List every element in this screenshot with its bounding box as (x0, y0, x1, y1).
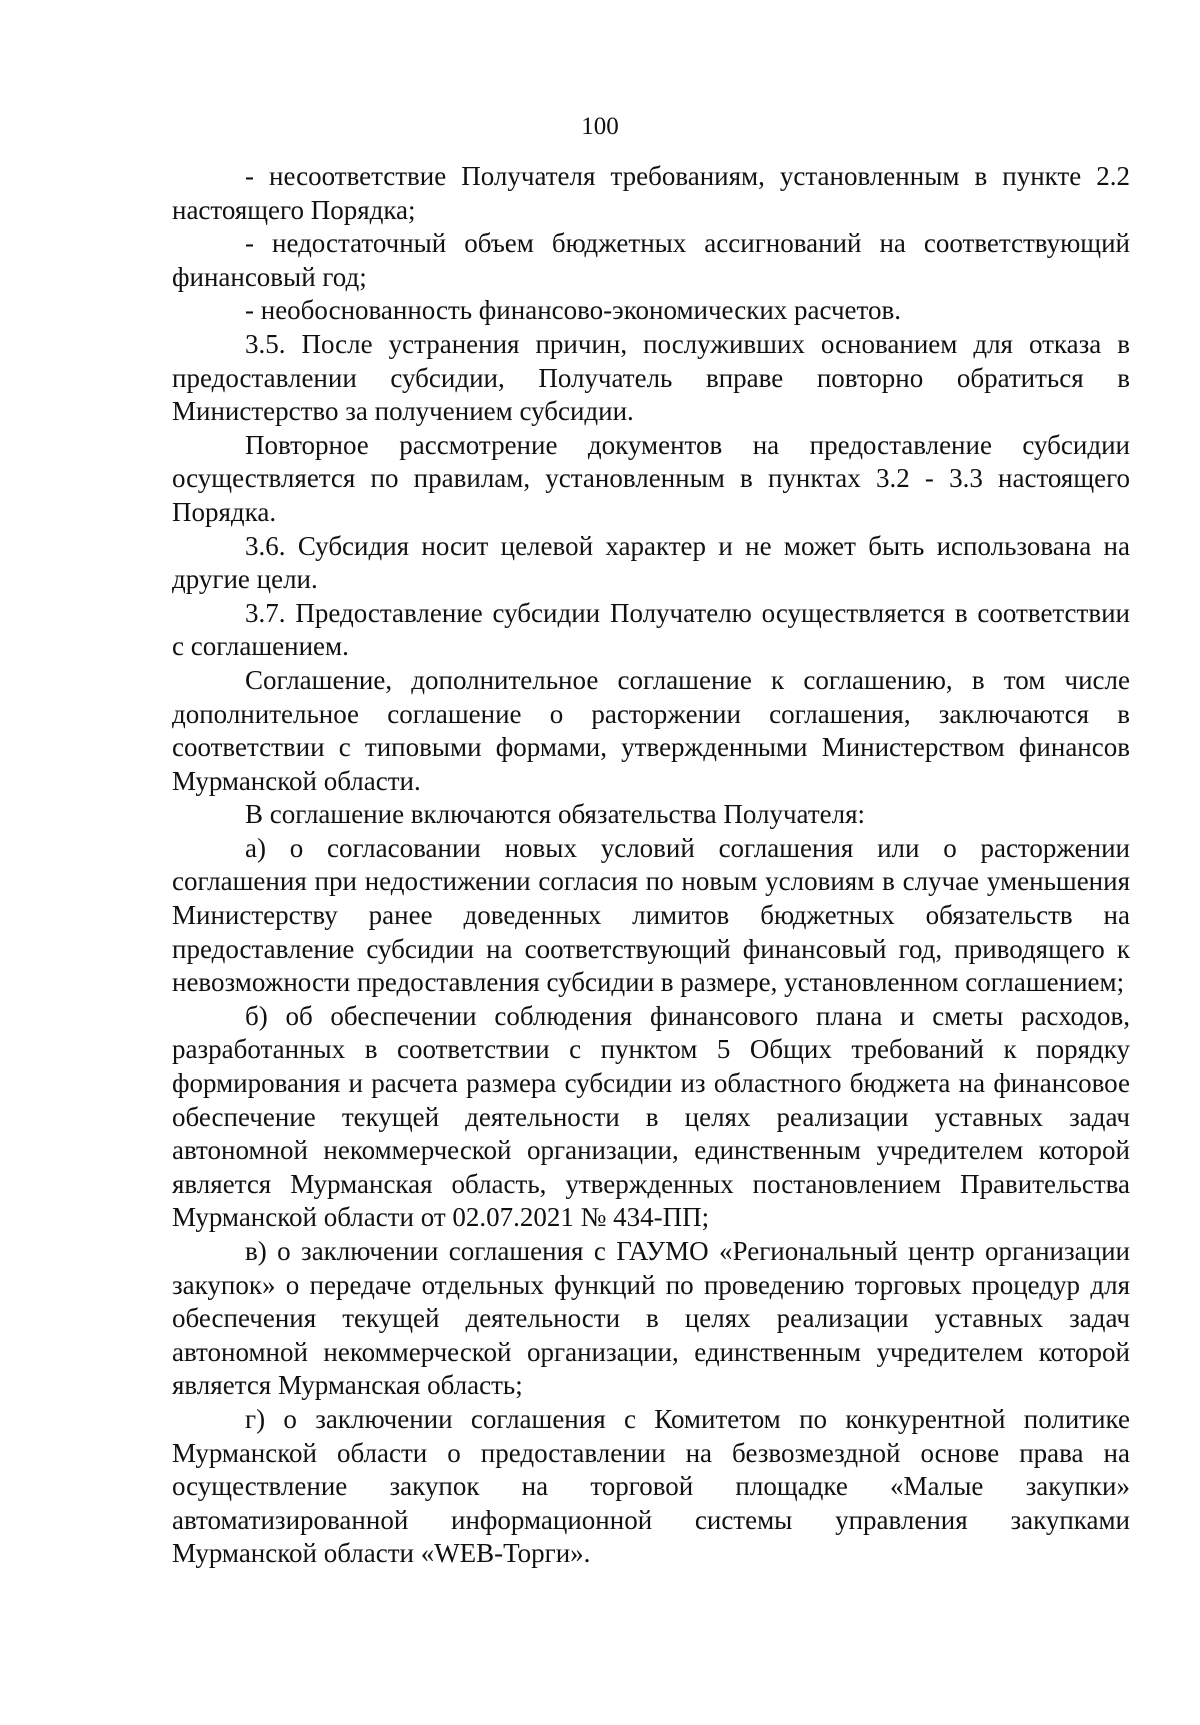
paragraph-nonconformity: - несоответствие Получателя требованиям, установленным в пункте 2.2 настоящего Порядка; (172, 161, 1130, 225)
paragraph-3-6: 3.6. Субсидия носит целевой характер и не может быть использована на другие цели. (172, 530, 1130, 595)
document-body (172, 160, 1130, 1571)
paragraph-3-5: 3.5. После устранения причин, послуживших основанием для отказа в предоставлении субсидии, Получатель вправе повторно обратиться в Министерство за получением субсидии. (172, 328, 1130, 427)
paragraph-obligation-v: в) о заключении соглашения с ГАУМО «Региональный центр организации закупок» о передаче отдельных функций по проведению торговых процедур для обеспечения текущей деятельности в целях реализации уставных задач автономной некоммерческой организации, единственным учредителем которой является Мурманская область; (172, 1236, 1130, 1401)
paragraph-obligation-b: б) об обеспечении соблюдения финансового плана и сметы расходов, разработанных в соответствии с пунктом 5 Общих требований к порядку формирования и расчета размера субсидии из областного бюджета на финансовое обеспечение текущей деятельности в целях реализации уставных задач автономной некоммерческой организации, единственным учредителем которой является Мурманская область, утвержденных постановлением Правительства Мурманской области от 02.07.2021 № 434-ПП; (172, 1000, 1130, 1233)
paragraph-agreement-forms: Соглашение, дополнительное соглашение к соглашению, в том числе дополнительное соглашение о расторжении соглашения, заключаются в соответствии с типовыми формами, утвержденными Министерством финансов Мурманской области. (172, 664, 1130, 796)
paragraph-repeated-review: Повторное рассмотрение документов на предоставление субсидии осуществляется по правилам, установленным в пунктах 3.2 - 3.3 настоящего Порядка. (172, 429, 1130, 527)
paragraph-obligation-a: а) о согласовании новых условий соглашения или о расторжении соглашения при недостижении согласия по новым условиям в случае уменьшения Министерству ранее доведенных лимитов бюджетных обязательств на предоставление субсидии на соответствующий финансовый год, приводящего к невозможности предоставления субсидии в размере, установленном соглашением; (172, 832, 1130, 998)
paragraph-obligation-g: г) о заключении соглашения с Комитетом по конкурентной политике Мурманской области о предоставлении на безвозмездной основе права на осуществление закупок на торговой площадке «Малые закупки» автоматизированной информационной системы управления закупками Мурманской области «WEB-Торги». (172, 1403, 1130, 1569)
paragraph-3-7: 3.7. Предоставление субсидии Получателю осуществляется в соответствии с соглашением. (172, 597, 1130, 662)
paragraph-obligations-intro: В соглашение включаются обязательства Получателя: (245, 799, 866, 830)
page-number: 100 (581, 113, 619, 140)
paragraph-unjustified-calculations: - необоснованность финансово-экономических расчетов. (245, 295, 901, 326)
paragraph-insufficient-budget: - недостаточный объем бюджетных ассигнований на соответствующий финансовый год; (172, 228, 1130, 292)
